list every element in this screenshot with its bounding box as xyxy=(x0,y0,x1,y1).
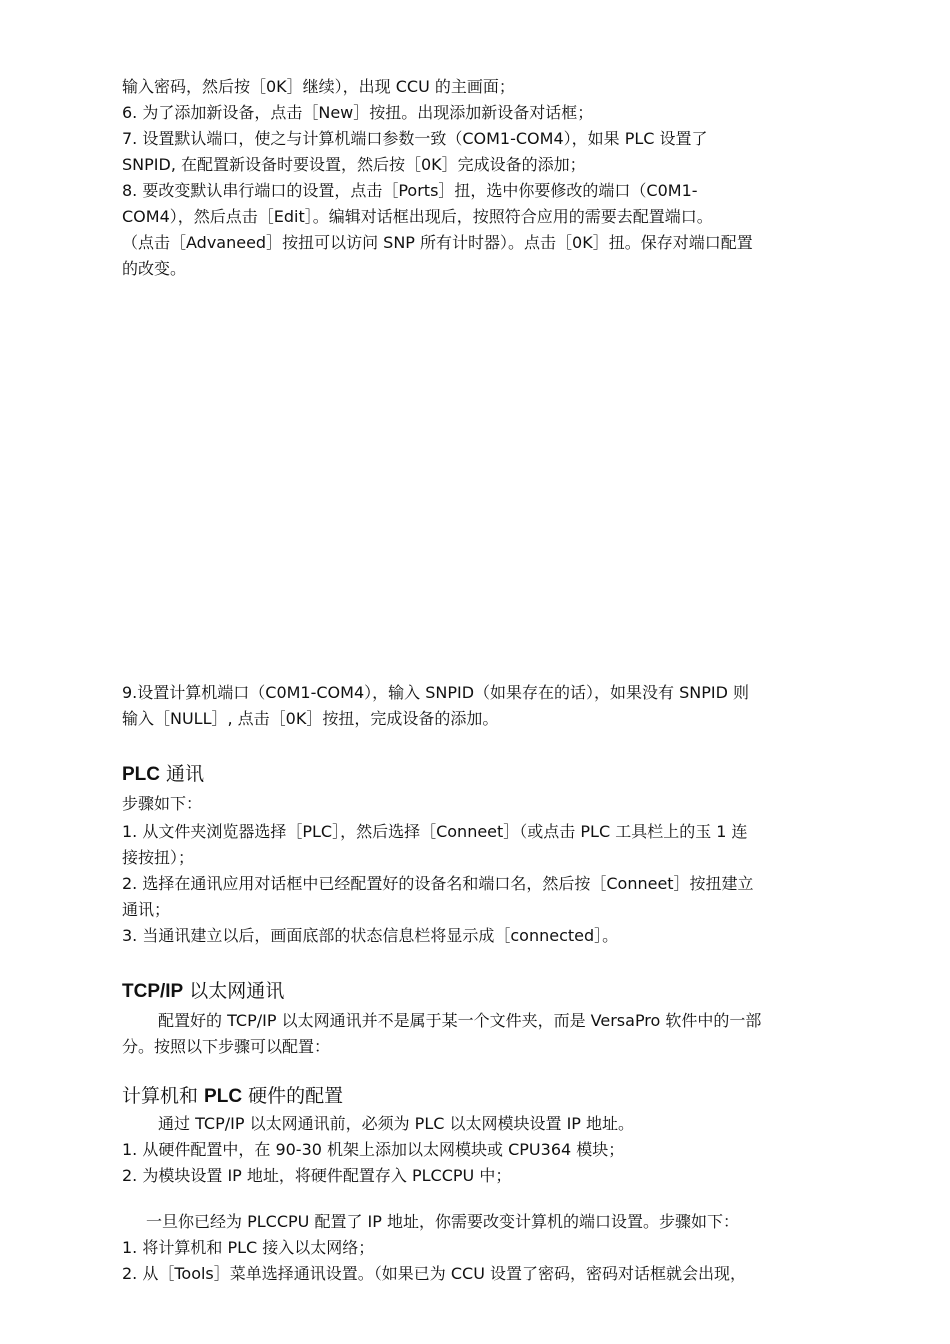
text-line: 2. 为模块设置 IP 地址，将硬件配置存入 PLCCPU 中； xyxy=(122,1166,512,1185)
plc-comm-heading xyxy=(122,760,822,789)
text-line: 接按扭）； xyxy=(122,848,195,867)
text-line: 2. 选择在通讯应用对话框中已经配置好的设备名和端口名，然后按［Conneet］按扭建立 xyxy=(122,874,754,893)
text-line: （点击［Advaneed］按扭可以访问 SNP 所有计时器）。点击［0K］扭。保存对端口配置 xyxy=(122,233,753,252)
text-line: 2. 从［Tools］菜单选择通讯设置。（如果已为 CCU 设置了密码，密码对话框就会出现， xyxy=(122,1264,746,1283)
heading-text-part: 以太网通讯 xyxy=(183,980,285,1002)
tcpip-section xyxy=(122,977,822,1060)
text-line: 一旦你已经为 PLCCPU 配置了 IP 地址，你需要改变计算机的端口设置。步骤如下： xyxy=(146,1212,739,1231)
text-line: 通过 TCP/IP 以太网通讯前，必须为 PLC 以太网模块设置 IP 地址。 xyxy=(158,1114,635,1133)
steps-section-top xyxy=(122,74,822,282)
text-line: COM4），然后点击［Edit］。编辑对话框出现后，按照符合应用的需要去配置端口。 xyxy=(122,207,713,226)
text-line: 9.设置计算机端口（C0M1-COM4），输入 SNPID（如果存在的话），如果没有 SNPID 则 xyxy=(122,683,750,702)
text-line: 配置好的 TCP/IP 以太网通讯并不是属于某一个文件夹，而是 VersaPro 软件中的一部 xyxy=(158,1011,762,1030)
heading-latin-part: PLC xyxy=(122,764,160,785)
heading-text-part: 硬件的配置 xyxy=(242,1085,344,1107)
heading-latin-part: PLC xyxy=(204,1086,243,1107)
text-line: 输入密码，然后按［0K］继续），出现 CCU 的主画面； xyxy=(122,77,515,96)
tcpip-heading xyxy=(122,977,822,1006)
text-line: 分。按照以下步骤可以配置： xyxy=(122,1037,331,1056)
step-nine-section xyxy=(122,680,822,732)
plc-comm-section xyxy=(122,760,822,949)
hardware-config-section xyxy=(122,1082,822,1287)
heading-latin-part: TCP/IP xyxy=(122,981,184,1002)
text-line: 1. 从硬件配置中，在 90-30 机架上添加以太网模块或 CPU364 模块； xyxy=(122,1140,625,1159)
text-line: 步骤如下： xyxy=(122,794,203,813)
text-line: 通讯； xyxy=(122,900,171,919)
text-line: 的改变。 xyxy=(122,259,187,278)
hardware-config-heading xyxy=(122,1082,822,1111)
text-line: SNPID, 在配置新设备时要设置，然后按［0K］完成设备的添加； xyxy=(122,155,586,174)
heading-text-part: 计算机和 xyxy=(122,1085,205,1107)
text-line: 3. 当通讯建立以后，画面底部的状态信息栏将显示成［connected］。 xyxy=(122,926,619,945)
blank-figure-area xyxy=(122,292,822,672)
text-line: 6. 为了添加新设备，点击［New］按扭。出现添加新设备对话框； xyxy=(122,103,594,122)
heading-text-part: 通讯 xyxy=(160,763,205,785)
text-line: 输入［NULL］, 点击［0K］按扭，完成设备的添加。 xyxy=(122,709,499,728)
text-line: 8. 要改变默认串行端口的设置，点击［Ports］扭，选中你要修改的端口（C0M1- xyxy=(122,181,698,200)
text-line: 7. 设置默认端口，使之与计算机端口参数一致（COM1-COM4），如果 PLC 设置了 xyxy=(122,129,708,148)
text-line: 1. 从文件夹浏览器选择［PLC］，然后选择［Conneet］（或点击 PLC 工具栏上的玉 1 连 xyxy=(122,822,748,841)
text-line: 1. 将计算机和 PLC 接入以太网络； xyxy=(122,1238,375,1257)
